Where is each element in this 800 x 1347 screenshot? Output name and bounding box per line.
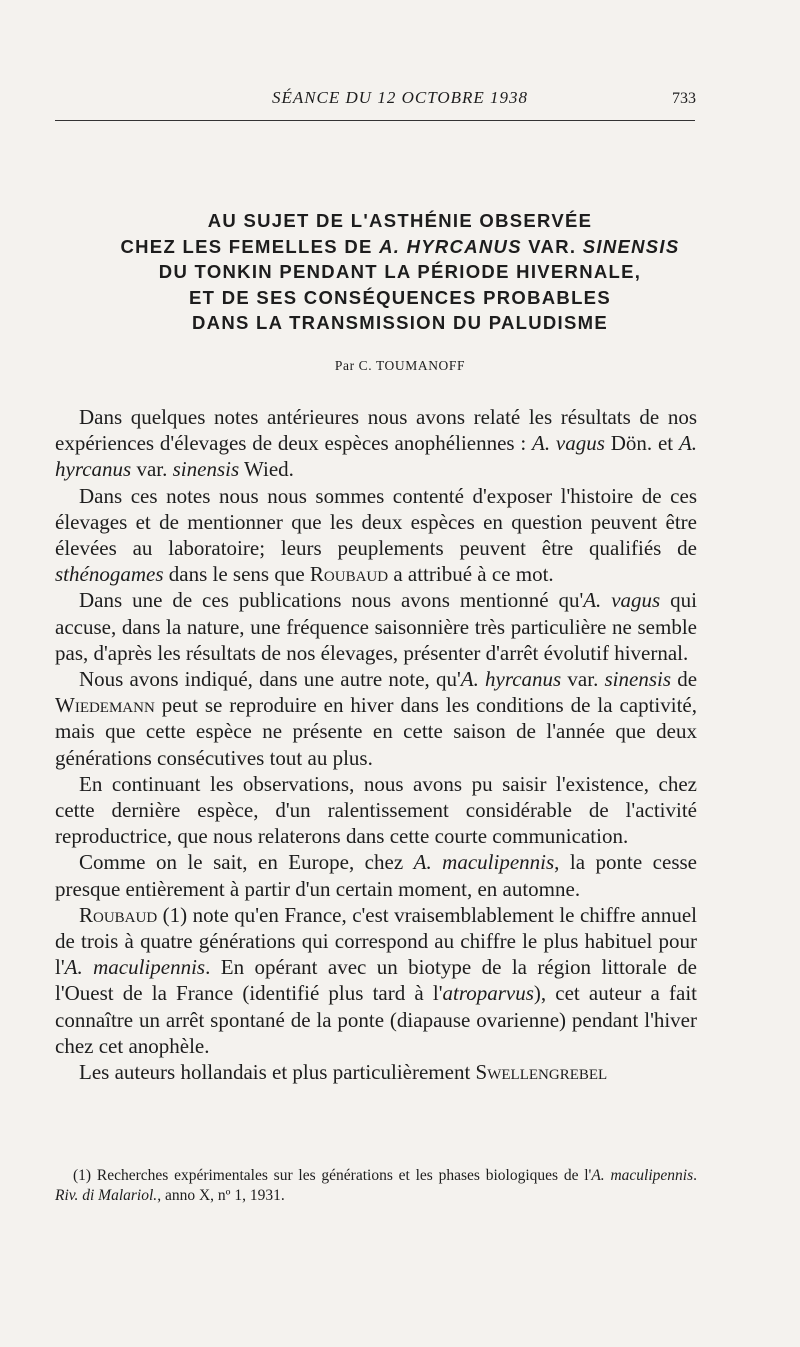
paragraph-7 xyxy=(55,902,697,1059)
journal-name: Riv. di Malariol. xyxy=(55,1187,158,1204)
emphasis: sthénogames xyxy=(55,562,164,587)
species-name: A. vagus xyxy=(583,588,661,613)
species-name: atroparvus xyxy=(442,981,534,1006)
title-line-2-a: CHEZ LES FEMELLES DE xyxy=(120,235,380,257)
text: , anno X, nº 1, 1931. xyxy=(157,1187,285,1204)
text: peut se reproduire en hiver dans les conditions de la captivité, mais que cette espèce ne présente en cette saison de l'année que deux générations consécutives tout au plus. xyxy=(55,693,697,770)
text: ), cet auteur a fait connaître un arrêt spontané de la ponte (diapause ovarienne) pendant l'hiver chez cet anophèle. xyxy=(55,981,697,1058)
title-line-5: DANS LA TRANSMISSION DU PALUDISME xyxy=(192,312,608,333)
article-body xyxy=(55,404,697,1085)
text: Comme on le sait, en Europe, chez xyxy=(79,850,414,875)
text: Wied. xyxy=(239,457,294,482)
running-head xyxy=(0,88,800,112)
text: Dön. et xyxy=(604,431,679,456)
page-number: 733 xyxy=(672,90,696,107)
species-name: A. maculipennis xyxy=(591,1167,694,1184)
text: var. xyxy=(561,667,605,692)
title-variety: SINENSIS xyxy=(582,235,680,257)
text: Dans une de ces publications nous avons mentionné qu' xyxy=(79,588,584,613)
text: Les auteurs hollandais et plus particulièrement xyxy=(79,1060,476,1085)
byline: Par C. TOUMANOFF xyxy=(334,358,466,373)
title-line-3: DU TONKIN PENDANT LA PÉRIODE HIVERNALE, xyxy=(158,261,642,282)
title-species: A. HYRCANUS xyxy=(379,235,522,257)
paragraph-5 xyxy=(55,771,697,850)
header-rule xyxy=(55,120,695,121)
text: Dans ces notes nous nous sommes contenté d'exposer l'histoire de ces élevages et de mentionner que les deux espèces en question peuvent être élevées au laboratoire; leurs peuplements peuvent être qualifiés de xyxy=(55,483,697,561)
paragraph-6 xyxy=(55,849,697,901)
text: dans le sens que xyxy=(163,562,310,587)
article-title xyxy=(40,208,760,336)
author-name: Swellengrebel xyxy=(475,1060,608,1085)
title-line-2 xyxy=(40,234,760,260)
variety-name: sinensis xyxy=(604,667,672,692)
paragraph-3 xyxy=(55,587,697,666)
title-line-2-c: VAR. xyxy=(521,235,583,257)
species-name: A. hyrcanus xyxy=(460,667,562,692)
footnote xyxy=(55,1166,697,1206)
species-name: A. maculipennis xyxy=(413,850,555,875)
text: (1) note qu'en France, c'est vraisemblablement le chiffre annuel de trois à quatre générations qui correspond au chiffre le plus habituel pour l' xyxy=(55,902,697,980)
title-line-4: ET DE SES CONSÉQUENCES PROBABLES xyxy=(189,286,611,308)
text: de xyxy=(671,667,698,692)
author-name: Roubaud xyxy=(309,562,389,587)
species-name: A. hyrcanus xyxy=(55,431,698,482)
text: qui accuse, dans la nature, une fréquence saisonnière très particulière ne semble pas, d'après les résultats de nos élevages, présenter d'arrêt évolutif hivernal. xyxy=(55,588,697,665)
text: (1) Recherches expérimentales sur les générations et les phases biologiques de l' xyxy=(73,1167,592,1184)
author-name: Wiedemann xyxy=(55,693,155,718)
footnote-1 xyxy=(55,1166,697,1206)
text: En continuant les observations, nous avons pu saisir l'existence, chez cette dernière espèce, d'un ralentissement considérable de l'activité reproductrice, que nous relaterons dans cette courte communication. xyxy=(55,771,697,849)
text: . xyxy=(693,1167,697,1184)
species-name: A. vagus xyxy=(532,431,605,456)
paragraph-2 xyxy=(55,483,697,588)
paragraph-8 xyxy=(55,1059,697,1085)
text: . En opérant avec un biotype de la région littorale de l'Ouest de la France (identifié plus tard à l' xyxy=(55,955,697,1006)
species-name: A. maculipennis xyxy=(64,955,206,980)
author-name: Roubaud xyxy=(79,902,158,927)
text: , la ponte cesse presque entièrement à partir d'un certain moment, en automne. xyxy=(55,850,697,901)
text: Dans quelques notes antérieures nous avons relaté les résultats de nos expériences d'élevages de deux espèces anophéliennes : xyxy=(55,405,697,456)
running-title: SÉANCE DU 12 OCTOBRE 1938 xyxy=(271,88,529,107)
text: a attribué à ce mot. xyxy=(388,562,554,587)
paragraph-1 xyxy=(55,404,697,483)
paragraph-4 xyxy=(55,666,697,771)
text: var. xyxy=(131,457,173,482)
text: Nous avons indiqué, dans une autre note, qu' xyxy=(79,667,461,692)
title-line-1: AU SUJET DE L'ASTHÉNIE OBSERVÉE xyxy=(207,210,593,231)
variety-name: sinensis xyxy=(172,457,240,482)
